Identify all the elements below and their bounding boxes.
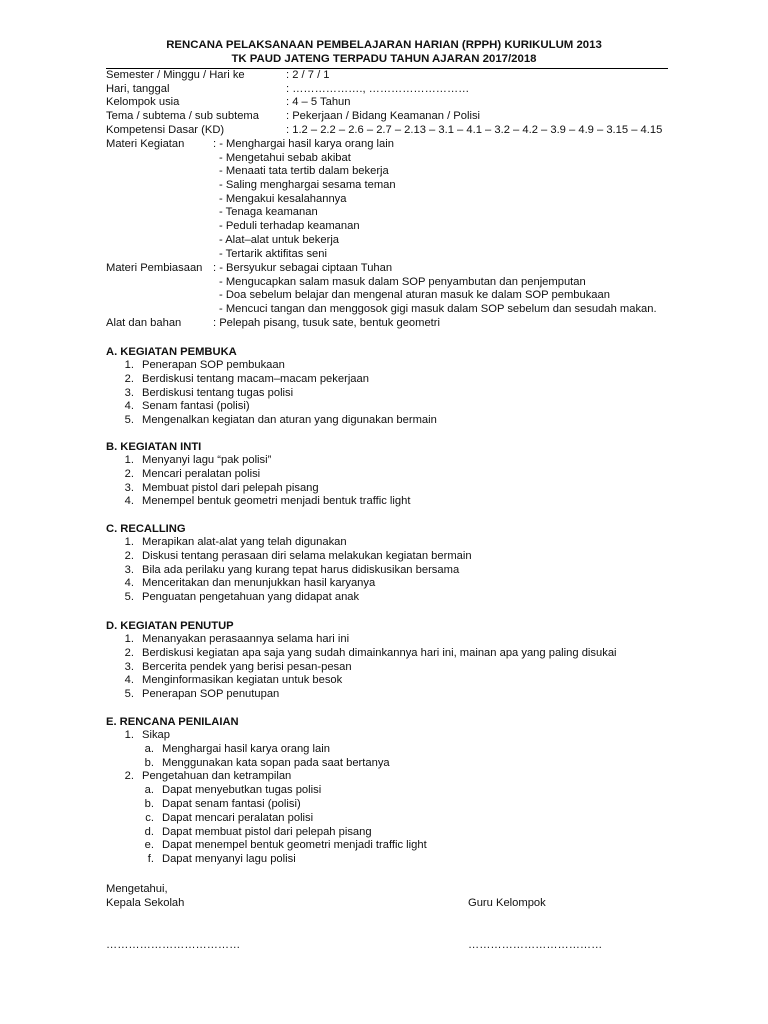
meta-label: Semester / Minggu / Hari ke	[106, 69, 245, 81]
section-title: B. KEGIATAN INTI	[106, 441, 202, 453]
alat-bahan-value: : Pelepah pisang, tusuk sate, bentuk geometri	[213, 317, 441, 329]
section-title: C. RECALLING	[106, 523, 186, 535]
list-item: - Tertarik aktifitas seni	[219, 247, 327, 260]
sub-list-item: f. Dapat menyanyi lagu polisi	[147, 853, 296, 866]
meta-value: : Pekerjaan / Bidang Keamanan / Polisi	[286, 110, 481, 123]
list-item: : - Bersyukur sebagai ciptaan Tuhan	[213, 262, 393, 274]
section-rencana-penilaian	[106, 715, 706, 867]
meta-row-semester	[106, 69, 706, 83]
meta-label: Kelompok usia	[106, 96, 180, 109]
sub-list-item: b. Dapat senam fantasi (polisi)	[144, 797, 301, 810]
materi-pembiasaan-label: Materi Pembiasaan	[106, 262, 203, 274]
kepala-sekolah-label: Kepala Sekolah	[106, 897, 185, 909]
list-item: - Menaati tata tertib dalam bekerja	[219, 165, 389, 178]
document-subtitle: TK PAUD JATENG TERPADU TAHUN AJARAN 2017/2018	[231, 53, 537, 65]
list-item: : - Menghargai hasil karya orang lain	[213, 138, 394, 150]
list-item: 1. Merapikan alat-alat yang telah digunakan	[124, 536, 347, 548]
list-item: 2. Diskusi tentang perasaan diri selama melakukan kegiatan bermain	[124, 549, 472, 562]
list-item: 3. Bila ada perilaku yang kurang tepat harus didiskusikan bersama	[124, 563, 460, 576]
list-item: 4. Menceritakan dan menunjukkan hasil karyanya	[124, 577, 376, 590]
sub-list-item: a. Dapat menyebutkan tugas polisi	[144, 784, 322, 797]
list-item: - Peduli terhadap keamanan	[219, 220, 360, 233]
section-recalling	[106, 522, 706, 605]
meta-row-kompetensi-dasar	[106, 124, 706, 138]
meta-label: Tema / subtema / sub subtema	[106, 110, 259, 123]
sub-list-item: a. Menghargai hasil karya orang lain	[144, 742, 330, 755]
signature-line-kepala: ………………………………	[106, 939, 241, 951]
list-item: - Saling menghargai sesama teman	[219, 179, 396, 192]
section-kegiatan-penutup	[106, 619, 706, 702]
list-item: 3. Berdiskusi tentang tugas polisi	[124, 386, 294, 399]
materi-kegiatan-block	[106, 138, 706, 261]
list-item: 4. Menempel bentuk geometri menjadi bentuk traffic light	[124, 495, 411, 508]
section-title: D. KEGIATAN PENUTUP	[106, 620, 234, 632]
sub-list-item: b. Menggunakan kata sopan pada saat bertanya	[144, 756, 390, 769]
list-item: 2. Pengetahuan dan ketrampilan	[124, 770, 292, 783]
meta-block	[106, 69, 706, 137]
meta-value: : 2 / 7 / 1	[286, 69, 330, 81]
list-item: 5. Mengenalkan kegiatan dan aturan yang digunakan bermain	[124, 414, 437, 427]
meta-value: : 1.2 – 2.2 – 2.6 – 2.7 – 2.13 – 3.1 – 4.1 – 3.2 – 4.2 – 3.9 – 4.9 – 3.15 – 4.15	[286, 123, 663, 136]
list-item: 1. Menyanyi lagu “pak polisi”	[124, 454, 272, 466]
alat-bahan-block	[106, 317, 706, 331]
list-item: 2. Berdiskusi tentang macam–macam pekerjaan	[124, 372, 369, 385]
section-title: E. RENCANA PENILAIAN	[106, 716, 239, 728]
section-kegiatan-pembuka	[106, 345, 706, 428]
list-item: 3. Bercerita pendek yang berisi pesan-pesan	[124, 660, 352, 673]
meta-row-kelompok-usia	[106, 96, 706, 110]
section-title: A. KEGIATAN PEMBUKA	[106, 346, 237, 358]
list-item: 4. Senam fantasi (polisi)	[124, 400, 250, 413]
signature-line-guru: ………………………………	[468, 939, 603, 951]
list-item: 1. Penerapan SOP pembukaan	[124, 359, 285, 371]
list-item: - Mengetahui sebab akibat	[219, 151, 351, 164]
document-title: RENCANA PELAKSANAAN PEMBELAJARAN HARIAN (RPPH) KURIKULUM 2013	[166, 39, 602, 51]
materi-kegiatan-label: Materi Kegiatan	[106, 138, 185, 150]
meta-value: : ………………., ………………………	[286, 82, 470, 95]
alat-bahan-label: Alat dan bahan	[106, 317, 182, 329]
mengetahui-label: Mengetahui,	[106, 883, 168, 895]
list-item: - Alat–alat untuk bekerja	[219, 233, 340, 246]
list-item: 2. Mencari peralatan polisi	[124, 467, 261, 480]
list-item: - Mengucapkan salam masuk dalam SOP penyambutan dan penjemputan	[219, 275, 586, 288]
list-item: - Mencuci tangan dan menggosok gigi masuk dalam SOP sebelum dan sesudah makan.	[219, 303, 657, 316]
meta-row-hari-tanggal	[106, 83, 706, 97]
sub-list-item: c. Dapat mencari peralatan polisi	[145, 811, 314, 824]
materi-pembiasaan-block	[106, 262, 706, 317]
sub-list-item: e. Dapat menempel bentuk geometri menjadi traffic light	[144, 839, 427, 852]
guru-kelompok-label: Guru Kelompok	[468, 897, 546, 909]
list-item: 1. Sikap	[124, 729, 170, 741]
sub-list-item: d. Dapat membuat pistol dari pelepah pisang	[144, 825, 372, 838]
meta-label: Kompetensi Dasar (KD)	[106, 123, 225, 136]
list-item: 4. Menginformasikan kegiatan untuk besok	[124, 674, 343, 687]
list-item: - Tenaga keamanan	[219, 206, 318, 219]
list-item: 1. Menanyakan perasaannya selama hari ini	[124, 633, 350, 645]
list-item: 3. Membuat pistol dari pelepah pisang	[124, 481, 319, 494]
meta-row-tema	[106, 110, 706, 124]
list-item: 2. Berdiskusi kegiatan apa saja yang sudah dimainkannya hari ini, mainan apa yang paling disukai	[124, 646, 617, 659]
list-item: - Mengakui kesalahannya	[219, 192, 347, 205]
meta-label: Hari, tanggal	[106, 82, 170, 95]
list-item: - Doa sebelum belajar dan mengenal aturan masuk ke dalam SOP pembukaan	[219, 289, 610, 302]
section-kegiatan-inti	[106, 440, 706, 509]
meta-value: : 4 – 5 Tahun	[286, 96, 351, 109]
list-item: 5. Penguatan pengetahuan yang didapat anak	[124, 591, 360, 604]
list-item: 5. Penerapan SOP penutupan	[124, 688, 280, 701]
